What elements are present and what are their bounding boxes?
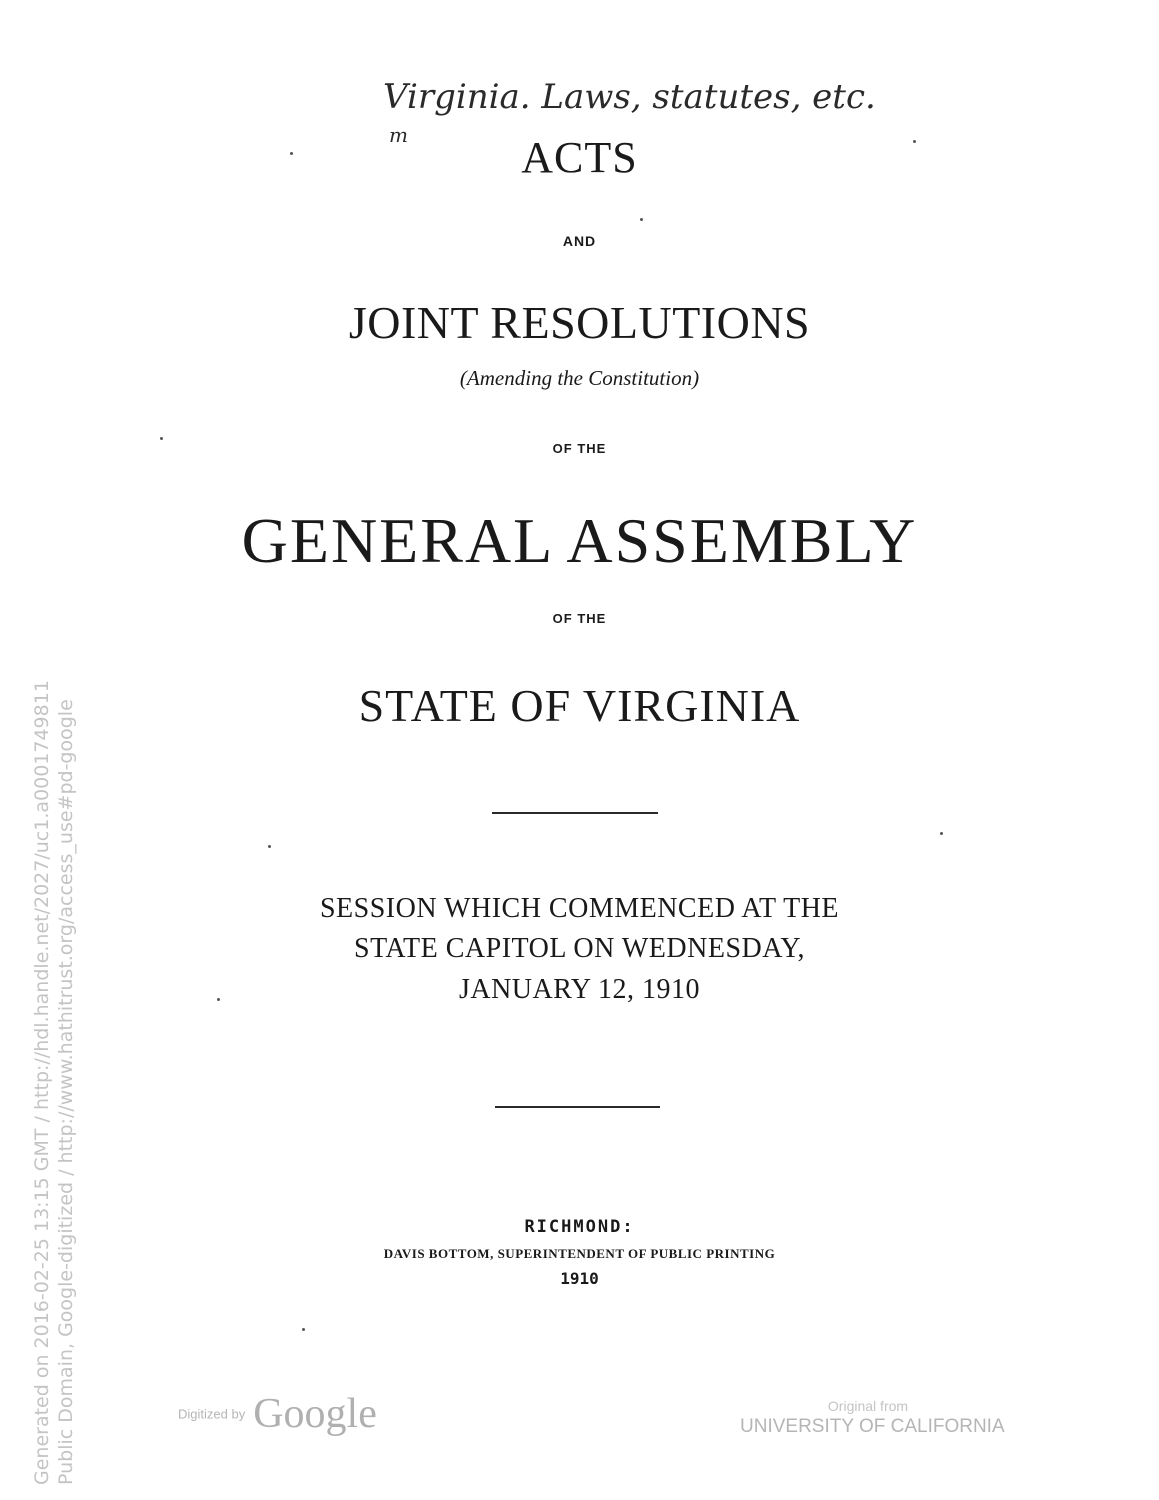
handwritten-note-line1: Virginia. Laws, statutes, etc. — [383, 77, 876, 117]
divider-rule-2 — [495, 1106, 660, 1108]
hathitrust-watermark — [30, 680, 78, 1485]
title-and: AND — [562, 233, 597, 249]
title-general-assembly: GENERAL ASSEMBLY — [241, 505, 918, 576]
original-from-label: Original from — [827, 1398, 909, 1414]
of-the-label-2: OF THE — [552, 611, 607, 626]
session-line-2: STATE CAPITOL ON WEDNESDAY, — [354, 933, 805, 964]
imprint-printer: DAVIS BOTTOM, SUPERINTENDENT OF PUBLIC PRINTING — [383, 1246, 776, 1261]
watermark-line-1: Generated on 2016-02-25 13:15 GMT / http://hdl.handle.net/2027/uc1.a0001749811 — [31, 680, 53, 1485]
divider-rule-1 — [492, 812, 658, 814]
scan-speck — [217, 998, 220, 1001]
subtitle-amending: (Amending the Constitution) — [459, 366, 700, 390]
scan-speck — [913, 140, 916, 143]
scan-speck — [940, 832, 943, 835]
university-label: UNIVERSITY OF CALIFORNIA — [740, 1416, 1005, 1437]
watermark-line-2: Public Domain, Google-digitized / http://www.hathitrust.org/access_use#pd-google — [55, 699, 77, 1485]
scan-speck — [268, 845, 271, 848]
scan-speck — [640, 218, 643, 221]
scan-speck — [160, 437, 163, 440]
scan-speck — [302, 1328, 305, 1331]
digitized-by-google — [178, 1390, 377, 1440]
digitized-by-label: Digitized by — [178, 1406, 246, 1422]
session-line-1: SESSION WHICH COMMENCED AT THE — [319, 893, 840, 924]
original-source — [740, 1398, 1005, 1438]
of-the-label-1: OF THE — [552, 441, 607, 456]
handwritten-note-line2: m — [389, 123, 408, 147]
imprint-city: RICHMOND: — [524, 1217, 635, 1237]
session-line-3: JANUARY 12, 1910 — [458, 974, 701, 1005]
scan-speck — [290, 152, 293, 155]
title-state: STATE OF VIRGINIA — [358, 680, 801, 731]
title-acts: ACTS — [521, 133, 638, 182]
title-joint-resolutions: JOINT RESOLUTIONS — [348, 297, 811, 348]
google-logo: Google — [253, 1391, 377, 1437]
imprint-year: 1910 — [560, 1269, 599, 1288]
